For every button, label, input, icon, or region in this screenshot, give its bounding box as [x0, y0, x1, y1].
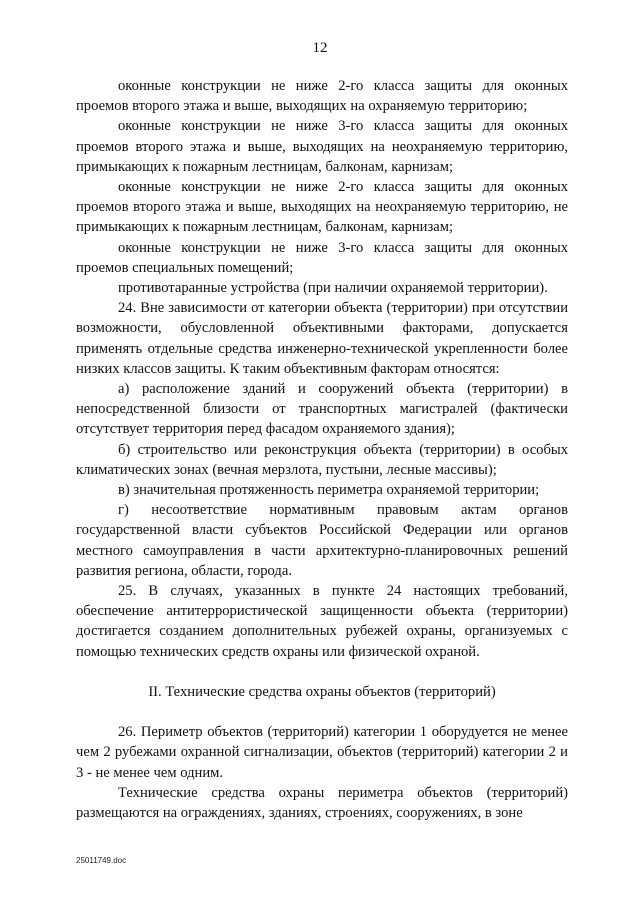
paragraph: в) значительная протяженность периметра охраняемой территории; [118, 482, 540, 499]
page-number: 12 [312, 40, 328, 56]
paragraph: оконные конструкции не ниже 2-го класса защиты для оконных проемов второго этажа и выше, выходящих на неохраняемую территорию, не примыкающих к пожарным лестницам, балконам, карнизам; [76, 179, 568, 236]
footer-file-code: 25011749.doc [76, 856, 127, 865]
paragraph: б) строительство или реконструкция объекта (территории) в особых климатических зонах (вечная мерзлота, пустыни, лесные массивы); [76, 441, 568, 478]
paragraph: оконные конструкции не ниже 3-го класса защиты для оконных проемов второго этажа и выше, выходящих на неохраняемую территорию, примыкающих к пожарным лестницам, балконам, карнизам; [76, 118, 568, 175]
section-heading: II. Технические средства охраны объектов (территорий) [148, 683, 496, 700]
paragraph: а) расположение зданий и сооружений объекта (территории) в непосредственной близости от транспортных магистралей (фактически отсутствует территория перед фасадом охраняемого здания); [76, 381, 568, 438]
paragraph: оконные конструкции не ниже 3-го класса защиты для оконных проемов специальных помещений; [76, 239, 568, 276]
paragraph-item-26: 26. Периметр объектов (территорий) категории 1 оборудуется не менее чем 2 рубежами охранной сигнализации, объектов (территорий) категории 2 и 3 - не менее чем одним. [76, 724, 568, 781]
paragraph: оконные конструкции не ниже 2-го класса защиты для оконных проемов второго этажа и выше, выходящих на охраняемую территорию; [76, 78, 568, 115]
paragraph-item-25: 25. В случаях, указанных в пункте 24 настоящих требований, обеспечение антитеррористической защищенности объекта (территории) достигается созданием дополнительных рубежей охраны, организуемых с помощью технических средств охраны или физической охраной. [76, 583, 568, 660]
document-body [76, 76, 568, 823]
paragraph-item-24: 24. Вне зависимости от категории объекта (территории) при отсутствии возможности, обусловленной объективными факторами, допускается применять отдельные средства инженерно-технической укрепленности более низких классов защиты. К таким объективным факторам относятся: [76, 300, 568, 377]
paragraph: г) несоответствие нормативным правовым актам органов государственной власти субъектов Российской Федерации или органов местного самоуправления в части архитектурно-планировочных решений развития региона, области, города. [76, 502, 568, 579]
paragraph: противотаранные устройства (при наличии охраняемой территории). [118, 280, 548, 297]
paragraph: Технические средства охраны периметра объектов (территорий) размещаются на ограждениях, зданиях, строениях, сооружениях, в зоне [76, 784, 568, 821]
